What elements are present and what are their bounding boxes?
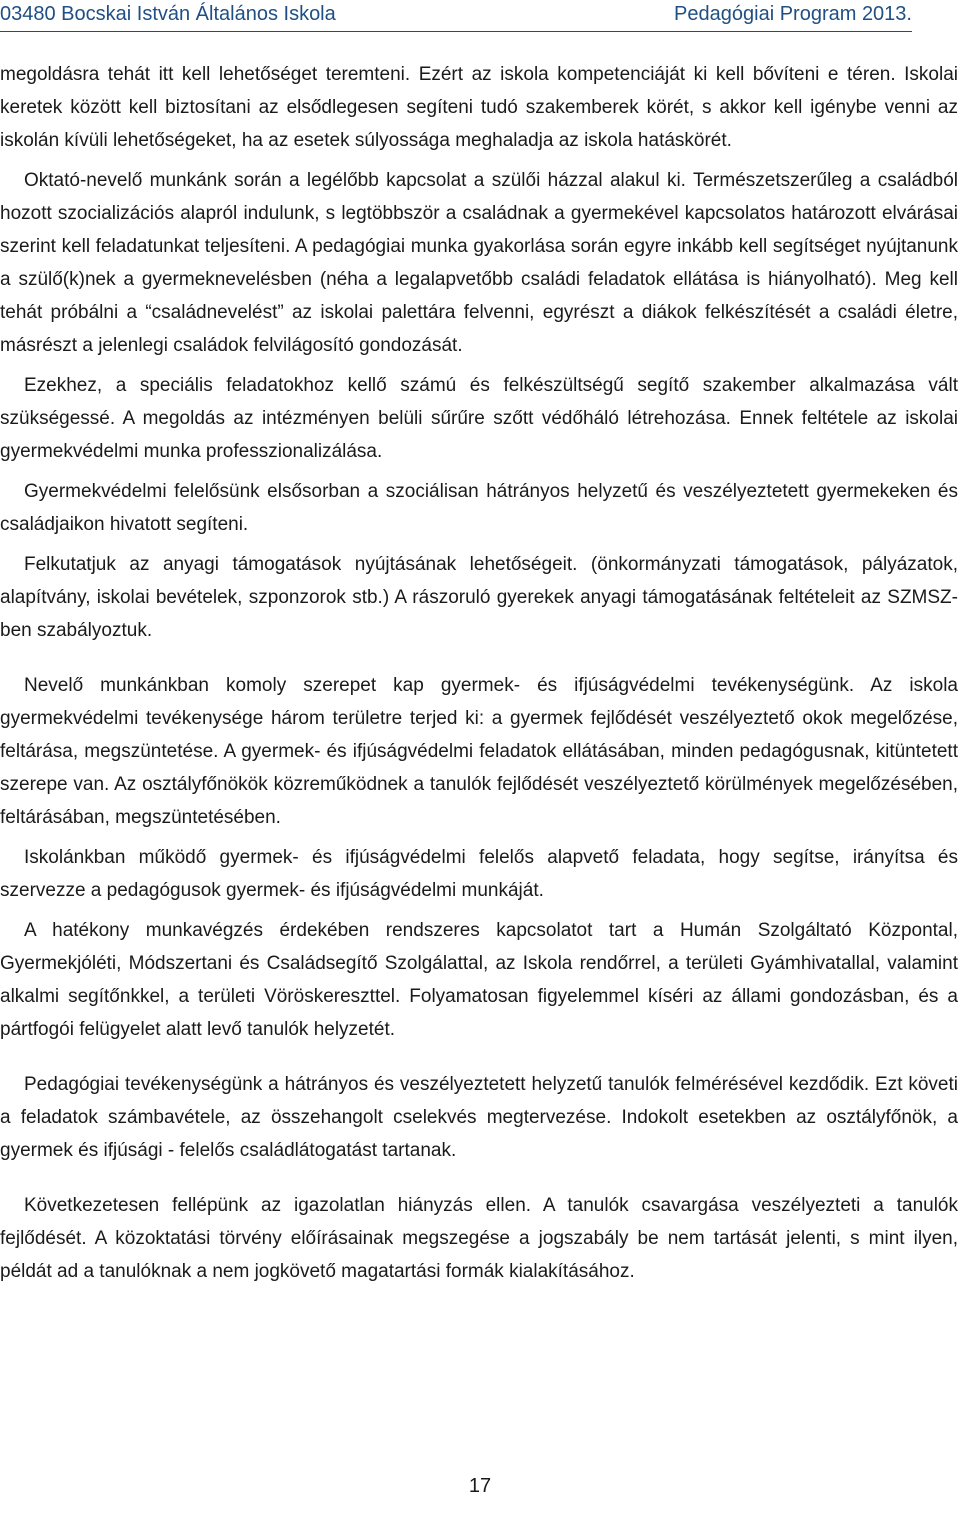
paragraph: A hatékony munkavégzés érdekében rendszeres kapcsolatot tart a Humán Szolgáltató Központal, Gyermekjóléti, Módszertani és Családsegítő Szolgálattal, az Iskola rendőrrel, a területi Gyámhivatallal, valamint alkalmi segítőnkkel, a területi Vöröskereszttel. Folyamatosan figyelemmel kíséri az állami gondozásban, és a pártfogói felügyelet alatt levő tanulók helyzetét. bbox=[0, 920, 958, 1040]
paragraph: Ezekhez, a speciális feladatokhoz kellő számú és felkészültségű segítő szakember alkalmazása vált szükségessé. A megoldás az intézményen belüli sűrűre szőtt védőháló létrehozása. Ennek feltétele az iskolai gyermekvédelmi munka professzionalizálása. bbox=[0, 375, 958, 462]
paragraph: Gyermekvédelmi felelősünk elsősorban a szociálisan hátrányos helyzetű és veszélyeztetett gyermekeken és családjaikon hivatott segíteni. bbox=[0, 481, 958, 535]
paragraph: Iskolánkban működő gyermek- és ifjúságvédelmi felelős alapvető feladata, hogy segítse, irányítsa és szervezze a pedagógusok gyermek- és ifjúságvédelmi munkáját. bbox=[0, 847, 958, 901]
paragraph: megoldásra tehát itt kell lehetőséget teremteni. Ezért az iskola kompetenciáját ki kell bővíteni e téren. Iskolai keretek között kell biztosítani az elsődlegesen segíteni tudó szakemberek körét, s akkor kell igénybe venni az iskolán kívüli lehetőségeket, ha az esetek súlyossága meghaladja az iskola hatáskörét. bbox=[0, 64, 958, 151]
header-program-title: Pedagógiai Program 2013. bbox=[674, 3, 912, 25]
document-body bbox=[0, 58, 958, 1295]
header-divider bbox=[0, 31, 912, 32]
paragraph: Felkutatjuk az anyagi támogatások nyújtásának lehetőségeit. (önkormányzati támogatások, pályázatok, alapítvány, iskolai bevételek, szponzorok stb.) A rászoruló gyerekek anyagi támogatásának feltételeit az SZMSZ-ben szabályoztuk. bbox=[0, 554, 958, 641]
paragraph: Pedagógiai tevékenységünk a hátrányos és veszélyeztetett helyzetű tanulók felmérésével kezdődik. Ezt követi a feladatok számbavétele, az összehangolt cselekvés megtervezése. Indokolt esetekben az osztályfőnök, a gyermek és ifjúsági - felelős családlátogatást tartanak. bbox=[0, 1074, 958, 1161]
page-header bbox=[0, 0, 960, 30]
page-number: 17 bbox=[468, 1475, 492, 1497]
header-school-name: 03480 Bocskai István Általános Iskola bbox=[0, 3, 336, 25]
paragraph: Következetesen fellépünk az igazolatlan hiányzás ellen. A tanulók csavargása veszélyezteti a tanulók fejlődését. A közoktatási törvény előírásainak megszegése a jogszabály be nem tartását jelenti, s mint ilyen, példát ad a tanulóknak a nem jogkövető magatartási formák kialakításához. bbox=[0, 1195, 958, 1282]
paragraph: Nevelő munkánkban komoly szerepet kap gyermek- és ifjúságvédelmi tevékenységünk. Az iskola gyermekvédelmi tevékenysége három területre terjed ki: a gyermek fejlődését veszélyeztető okok megelőzése, feltárása, megszüntetése. A gyermek- és ifjúságvédelmi feladatok ellátásában, minden pedagógusnak, kitüntetett szerepe van. Az osztályfőnökök közreműködnek a tanulók fejlődését veszélyeztető körülmények megelőzésében, feltárásában, megszüntetésében. bbox=[0, 675, 958, 828]
paragraph: Oktató-nevelő munkánk során a legélőbb kapcsolat a szülői házzal alakul ki. Természetszerűleg a családból hozott szocializációs alapról indulunk, s legtöbbször a családnak a gyermekével kapcsolatos határozott elvárásai szerint kell feladatunkat teljesíteni. A pedagógiai munka gyakorlása során egyre inkább kell segítséget nyújtanunk a szülő(k)nek a gyermeknevelésben (néha a legalapvetőbb családi feladatok ellátása is hiányolható). Meg kell tehát próbálni a “családnevelést” az iskolai palettára felvenni, egyrészt a diákok felkészítését a családi életre, másrészt a jelenlegi családok felvilágosító gondozását. bbox=[0, 170, 958, 356]
